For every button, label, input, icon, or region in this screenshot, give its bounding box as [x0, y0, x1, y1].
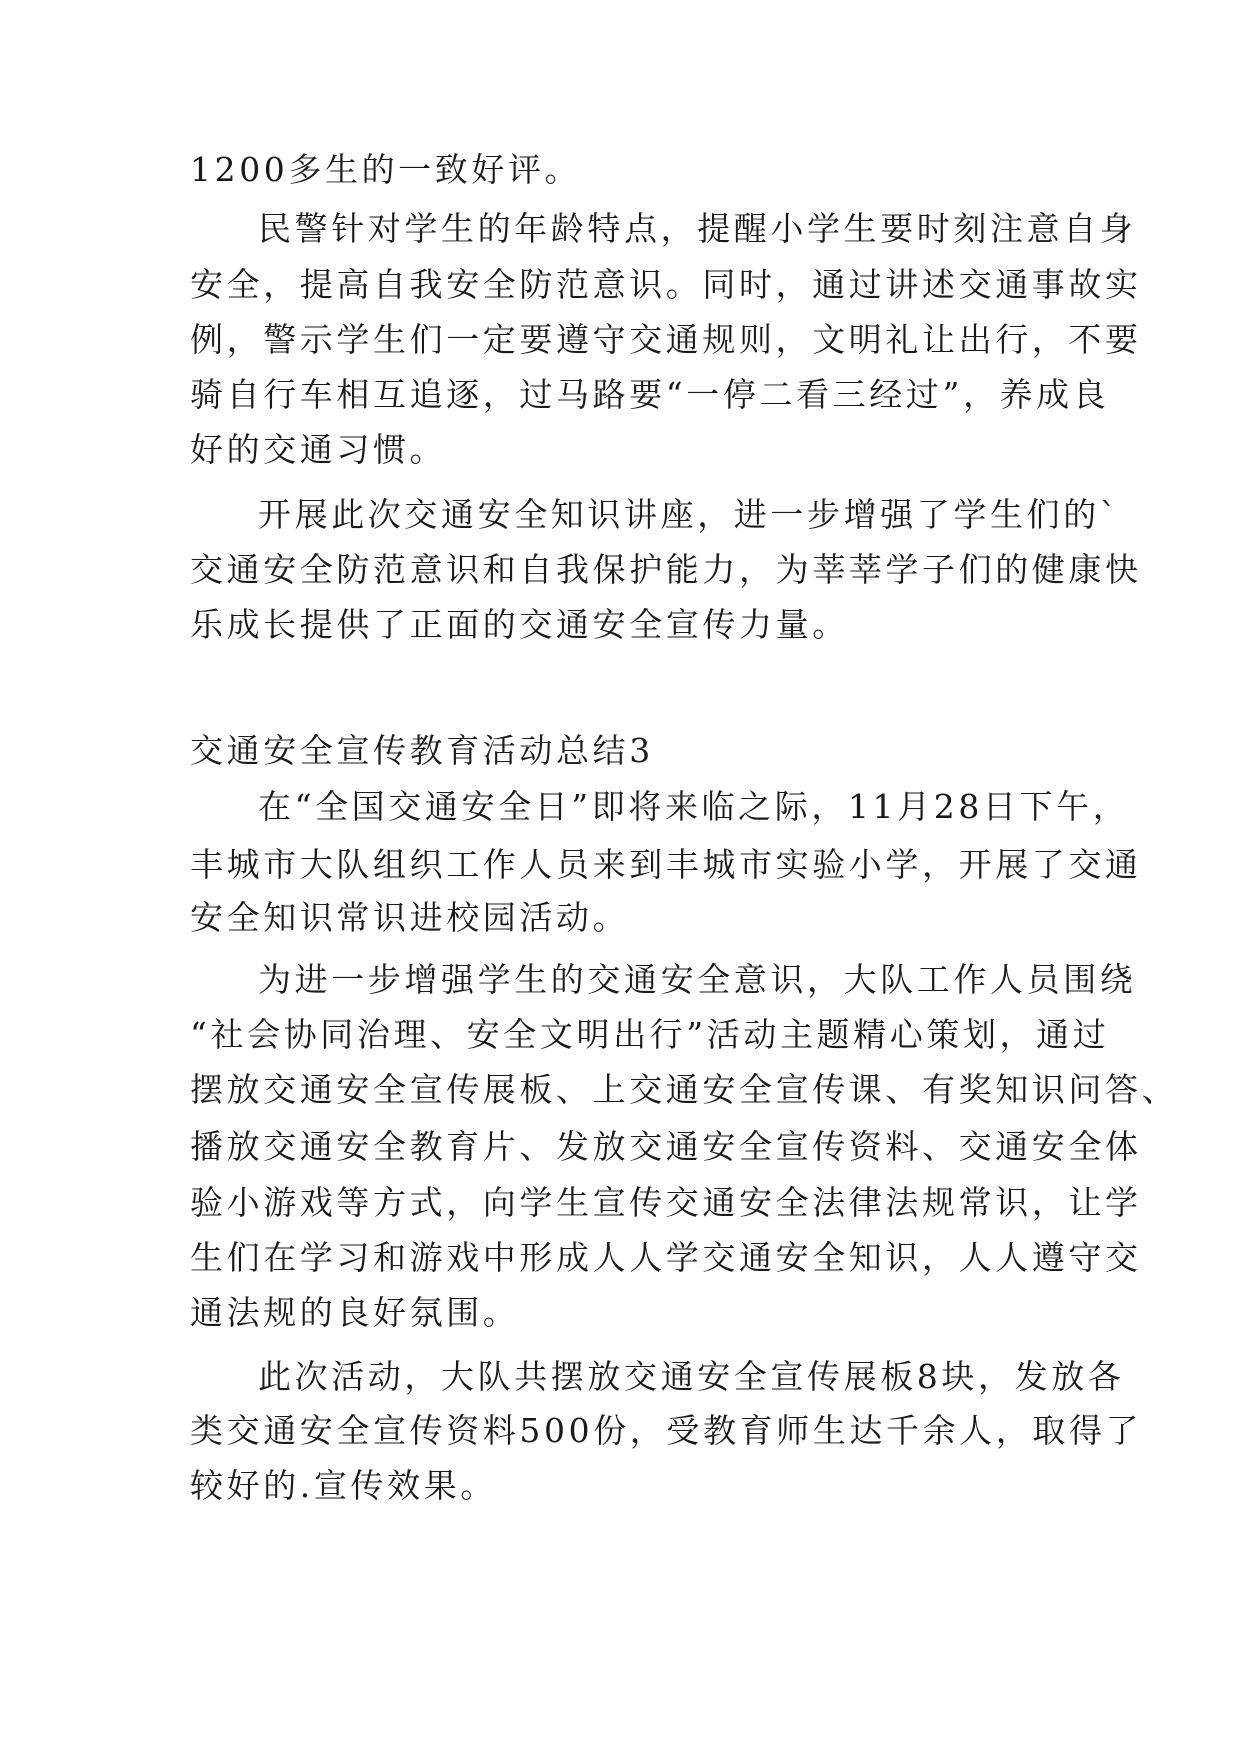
- paragraph-start-line: 民警针对学生的年龄特点，提醒小学生要时刻注意自身: [258, 209, 1137, 248]
- paragraph-start-line: 在“全国交通安全日”即将来临之际，11月28日下午，: [258, 787, 1130, 826]
- text-line: 乐成长提供了正面的交通安全宣传力量。: [190, 605, 849, 644]
- text-line: 摆放交通安全宣传展板、上交通安全宣传课、有奖知识问答、: [190, 1070, 1179, 1109]
- text-line: 骑自行车相互追逐，过马路要“一停二看三经过”，养成良: [190, 375, 1110, 414]
- text-line: 较好的.宣传效果。: [190, 1466, 497, 1505]
- text-line: 例，警示学生们一定要遵守交通规则，文明礼让出行，不要: [190, 320, 1142, 359]
- text-line: 通法规的良好氛围。: [190, 1293, 520, 1332]
- text-line: 类交通安全宣传资料500份，受教育师生达千余人，取得了: [190, 1411, 1143, 1450]
- text-line: 1200多生的一致好评。: [190, 150, 582, 189]
- paragraph-start-line: 为进一步增强学生的交通安全意识，大队工作人员围绕: [258, 960, 1137, 999]
- text-line: 播放交通安全教育片、发放交通安全宣传资料、交通安全体: [190, 1127, 1142, 1166]
- text-line: “社会协同治理、安全文明出行”活动主题精心策划，通过: [190, 1015, 1110, 1054]
- text-line: 丰城市大队组织工作人员来到丰城市实验小学，开展了交通: [190, 845, 1142, 884]
- text-line: 交通安全防范意识和自我保护能力，为莘莘学子们的健康快: [190, 550, 1142, 589]
- text-line: 安全，提高自我安全防范意识。同时，通过讲述交通事故实: [190, 265, 1142, 304]
- section-heading: 交通安全宣传教育活动总结3: [190, 731, 654, 770]
- text-line: 安全知识常识进校园活动。: [190, 898, 630, 937]
- text-line: 生们在学习和游戏中形成人人学交通安全知识，人人遵守交: [190, 1238, 1142, 1277]
- paragraph-start-line: 开展此次交通安全知识讲座，进一步增强了学生们的`: [258, 495, 1120, 534]
- text-line: 好的交通习惯。: [190, 430, 447, 469]
- text-line: 验小游戏等方式，向学生宣传交通安全法律法规常识，让学: [190, 1183, 1142, 1222]
- paragraph-start-line: 此次活动，大队共摆放交通安全宣传展板8块，发放各: [258, 1357, 1125, 1396]
